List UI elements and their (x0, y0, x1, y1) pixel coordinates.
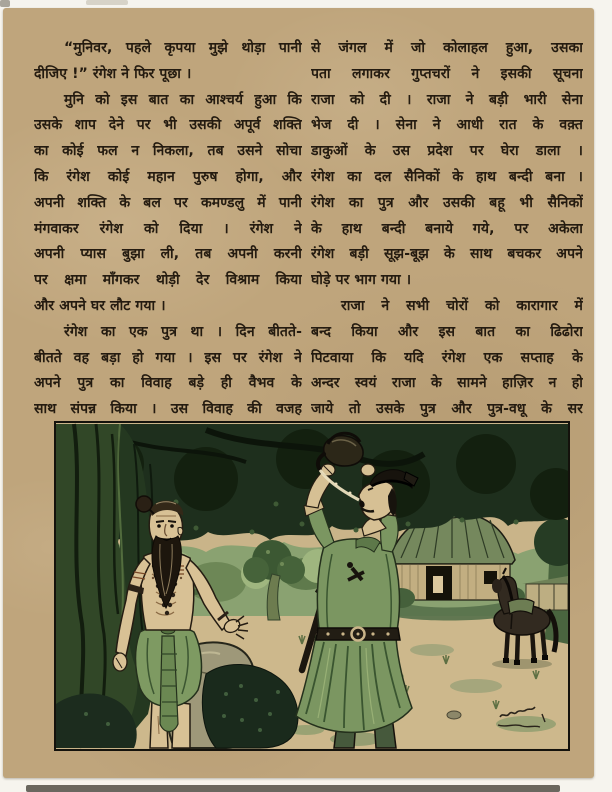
text-line: से जंगल में जो कोलाहल हुआ, उसका (311, 40, 583, 56)
text-line: जाये तो उसके पुत्र और पुत्र-वधू के सर (311, 401, 583, 418)
text-line: बन्द किया और इस बात का ढिढोरा (311, 323, 583, 340)
text-line: बीतते वह बड़ा हो गया । इस पर रंगेश ने (34, 349, 302, 366)
text-line: मुनि को इस बात का आश्चर्य हुआ कि (64, 91, 302, 108)
tunic-torso (317, 539, 399, 636)
text-line: का कोई फल न निकला, तब उसने सोचा (34, 143, 302, 160)
text-line: पता लगाकर गुप्तचरों ने इसकी सूचना (311, 65, 583, 82)
text-line: कि रंगेश कोई महान पुरुष होगा, और (34, 168, 302, 185)
text-line: भेज दी । सेना ने आधी रात के वक़्त (311, 117, 583, 134)
text-line: राजा ने सभी चोरों को कारागार में (341, 297, 583, 314)
text-line: के हाथ बन्दी बनाये गये, पर अकेला (311, 220, 583, 237)
scanner-edge-shadow (26, 785, 560, 792)
text-line: उसके शाप देने पर भी उसकी अपूर्व शक्ति (34, 117, 302, 134)
text-line: “मुनिवर, पहले कृपया मुझे थोड़ा पानी (64, 40, 302, 56)
text-column-left (34, 36, 302, 423)
text-line: घोड़े पर भाग गया । (311, 272, 412, 289)
text-line: दीजिए !” रंगेश ने फिर पूछा । (34, 65, 192, 82)
hair-bun (136, 496, 152, 512)
text-line: अपने पुत्र का विवाह बड़े ही वैभव के (34, 375, 302, 392)
text-line: डाकुओं के उस प्रदेश पर घेरा डाला । (311, 143, 583, 160)
text-line: साथ संपन्न किया । उस विवाह की वजह (34, 401, 302, 418)
text-line: रंगेश का एक पुत्र था । दिन बीतते- (64, 323, 302, 340)
scan-smudge-top-left (0, 0, 10, 7)
text-line: मंगवाकर रंगेश को दिया । रंगेश ने (34, 220, 302, 237)
horse-head (492, 579, 502, 593)
text-line: अपनी शक्ति के बल पर कमण्डलु में पानी (34, 194, 302, 211)
paper-page (3, 8, 594, 778)
text-column-right (311, 36, 583, 423)
text-line: पिटवाया कि यदि रंगेश एक सप्ताह के (311, 349, 583, 366)
story-illustration (56, 423, 568, 749)
text-line: रंगेश का दल सैनिकों के हाथ बन्दी बना । (311, 168, 583, 185)
text-line: पर क्षमा माँगकर थोड़ी देर विश्राम किया (34, 272, 302, 289)
illustration-frame (54, 421, 570, 751)
text-line: रंगेश का पुत्र और उसकी बहू भी सैनिकों (311, 194, 583, 211)
scan-smudge-top (86, 0, 128, 5)
text-line: अन्दर स्वयं राजा के सामने हाज़िर न हो (311, 375, 583, 392)
text-line: राजा को दी । राजा ने बड़ी भारी सेना (311, 91, 583, 108)
text-line: अपनी प्यास बुझा ली, तब अपनी करनी (34, 246, 302, 263)
text-line: रंगेश बड़ी सूझ-बूझ के साथ बचकर अपने (311, 246, 583, 263)
text-line: और अपने घर लौट गया । (34, 297, 166, 314)
